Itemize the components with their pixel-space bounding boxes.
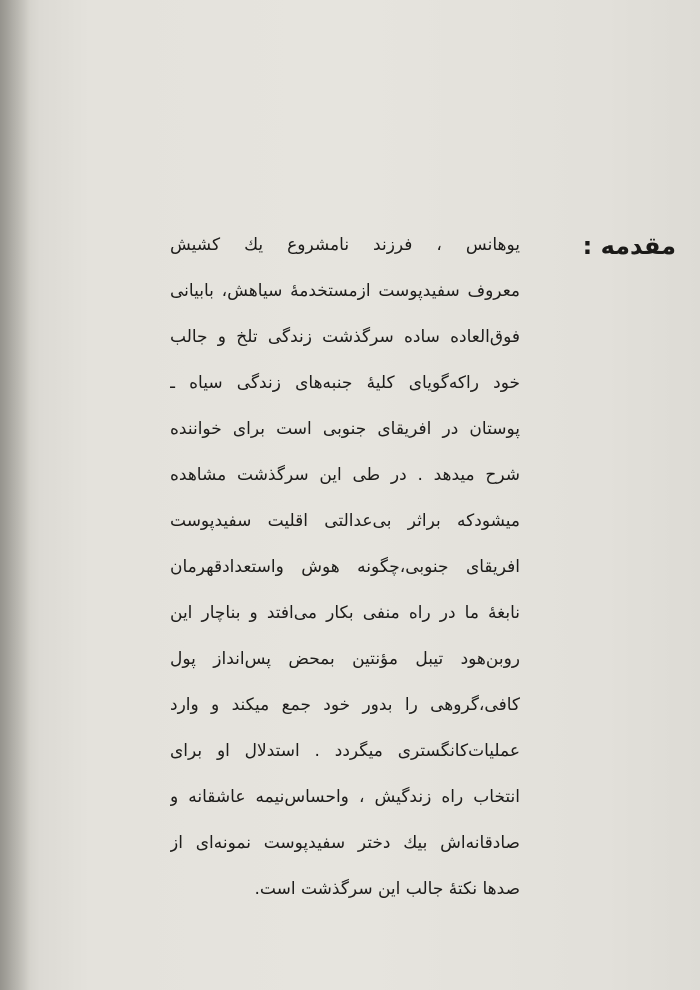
text-line: صادقانه‌اش بیك دختر سفیدپوست نمونه‌ای از [170,833,520,853]
text-line: صدها نکتهٔ جالب این سرگذشت است. [254,879,520,899]
text-line: میشودکه براثر بی‌عدالتی اقلیت سفیدپوست [170,511,520,531]
text-line: پوستان در افریقای جنوبی است برای خواننده [170,419,520,439]
text-line: معروف سفیدپوست ازمستخدمهٔ سیاهش، بابیانی [170,281,520,301]
text-line: افریقای جنوبی،چگونه هوش واستعدادقهرمان [170,557,520,577]
text-line: عملیات‌کانگستری میگردد . استدلال او برای [170,741,520,761]
text-line: کافی،گروهی را بدور خود جمع میکند و وارد [170,695,520,715]
text-line: نابغهٔ ما در راه منفی بکار می‌افتد و بناچار این [170,603,520,623]
section-heading: مقدمه : [582,232,676,260]
text-line: یوهانس ، فرزند نامشروع یك كشیش [170,235,520,255]
text-line: انتخاب راه زندگیش ، واحساس‌نیمه عاشقانه و [170,787,520,807]
text-line: خود راکه‌گویای کلیهٔ جنبه‌های زندگی سیاه ـ [170,373,520,393]
spine-shadow [0,0,30,990]
text-line: فوق‌العاده ساده سرگذشت زندگی تلخ و جالب [170,327,520,347]
text-line: روبن‌هود تیبل مؤنتین بمحض پس‌انداز پول [170,649,520,669]
intro-paragraph [170,222,520,912]
text-line: شرح میدهد . در طی این سرگذشت مشاهده [170,465,520,485]
